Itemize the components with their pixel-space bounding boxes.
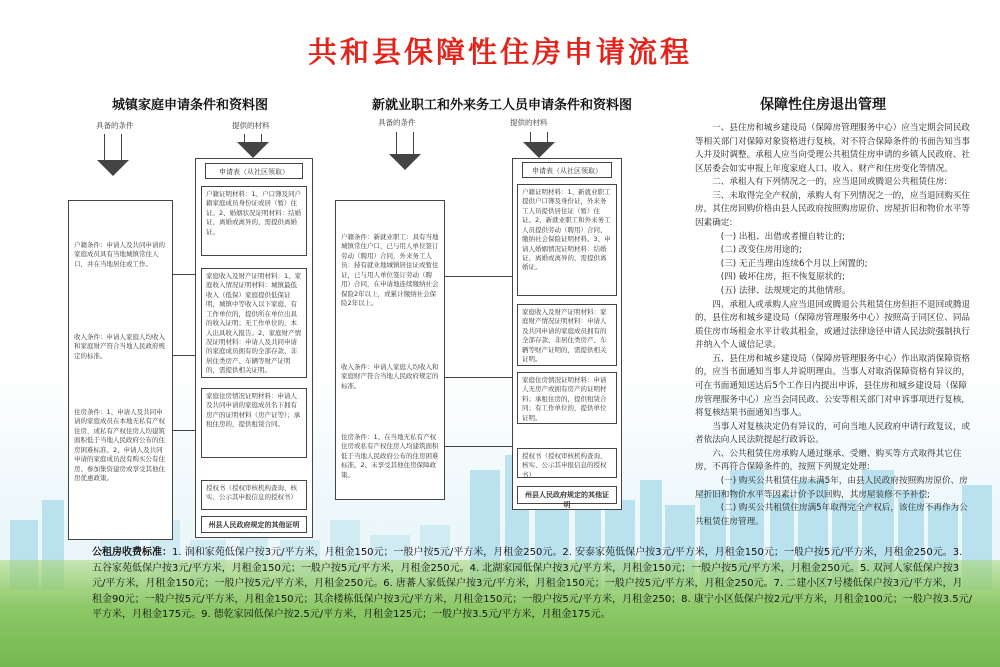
- exit-paragraph: 一、县住房和城乡建设局（保障房管理服务中心）应当定期会同民政等相关部门对保障对象资格进行复核，对不符合保障条件的书面告知当事人并及时调整。承租人应当向受理公共租赁住房申请的乡镇人民政府、社区居委会如实申报上年度家庭人口、收入、财产和住房变化等情况。: [695, 123, 971, 174]
- connector: [173, 355, 195, 356]
- left-materials-arrow-head: [237, 142, 269, 158]
- left-cond-income: 收入条件：申请人家庭人均收入和家庭财产符合当地人民政府规定的标准。: [70, 330, 171, 396]
- exit-paragraph: (一) 出租、出借或者擅自转让的;: [720, 231, 845, 242]
- connector: [445, 446, 512, 447]
- exit-paragraph: (二) 改变住房用途的;: [720, 245, 802, 256]
- exit-paragraph: 三、未取得完全产权前，承购人有下列情况之一的，应当退回购买住房，其住房回购价格由县人民政府按照购房原价、房屋折旧和物价水平等因素确定:: [695, 190, 971, 229]
- middle-materials-arrow-head: [523, 142, 555, 158]
- left-materials-label: 提供的材料: [232, 121, 270, 130]
- fee-standards: [92, 545, 972, 623]
- middle-cond-income: 收入条件：申请人家庭人均收入和家庭财产符合当地人民政府规定的标准。: [337, 360, 443, 408]
- exit-paragraph: 六、公共租赁住房承购人通过继承、受赠、购买等方式取得其它住房，不再符合保障条件的，按照下列规定处理:: [695, 448, 962, 473]
- left-hukou-cert-box: 户籍证明材料：1、户口簿及同户籍家庭成员身份证或居（暂）住证。2、婚姻状况证明材料：结婚证、离婚或离异的，需提供离婚证。: [201, 186, 307, 256]
- left-authorization-box: 授权书（授权审核机构查询、核实、公示其申报信息的授权书）: [201, 480, 307, 510]
- middle-cond-hukou: 户籍条件：新就业职工：具有当地城镇常住户口，已与用人单位签订劳动（聘用）合同，外来务工人员：持有就业地城镇居住证或暂住证，已与用人单位签订劳动（聘用）合同，在申请地连续缴纳社会保险2年以上，或累计缴纳社会保险2年以上。: [337, 230, 443, 340]
- middle-hukou-cert-box: 户籍证明材料：1、新就业职工提供户口簿及身份证，外来务工人员提供居住证（暂）住证。2、新就业职工和外来务工人员提供劳动（聘用）合同、缴纳社会保险证明材料。3、申请人婚姻情况证明材料：结婚证、离婚或离异的，需提供离婚证。: [517, 184, 617, 296]
- left-other-cert-box: 州县人民政府规定的其他证明: [201, 516, 307, 533]
- middle-housing-cert-box: 家庭住房情况证明材料：申请人无房产或拥有房产的证明材料；承租住房的，提供租赁合同；有工作单位的，提供单位证明。: [517, 372, 617, 424]
- left-section-title: 城镇家庭申请条件和资料图: [112, 98, 269, 113]
- page-title: 共和县保障性住房申请流程: [307, 35, 692, 69]
- left-conditions-label: 具备的条件: [96, 121, 134, 130]
- middle-materials-label: 提供的材料: [510, 118, 548, 127]
- left-materials-arrow: [244, 134, 262, 142]
- middle-conditions-label: 具备的条件: [378, 118, 416, 127]
- exit-paragraph: 五、县住房和城乡建设局（保障房管理服务中心）作出取消保障资格的，应当书面通知当事人并说明理由。当事人对取消保障资格有异议的，可在书面通知送达后5个工作日内提出申诉，县住房和城乡建设局（保障房管理服务中心）应当会同民政、公安等相关部门对申诉事项进行复核，将复核结果书面通知当事人。: [695, 353, 971, 419]
- exit-paragraph: (四) 破坏住房，拒不恢复原状的;: [720, 272, 845, 283]
- connector: [173, 430, 195, 431]
- middle-other-cert-box: 州县人民政府规定的其他证明: [517, 486, 617, 504]
- exit-paragraph: (一) 购买公共租赁住房未满5年，由县人民政府按照购房原价、房屋折旧和物价水平等因素计价予以回购，其房屋装修不予补偿;: [695, 476, 968, 500]
- middle-cond-housing: 住房条件：1、在当地无私有产权住房或私有产权住房人均建筑面积低于当地人民政府公布的住房困难标准。2、未享受其他住房保障政策。: [337, 430, 443, 496]
- middle-form-box: 申请表（从社区领取）: [522, 162, 612, 178]
- left-cond-hukou: 户籍条件：申请人及共同申请的家庭成员具有当地城镇常住人口，并在当地居住或工作。: [70, 238, 171, 314]
- left-cond-housing: 住房条件：1、申请人及共同申请的家庭成员在本地无私有产权住房，或私有产权住房人均建筑面积低于当地人民政府公布的住房困难标准。2、申请人及共同申请的家庭成员没有购买公有住房、参加集资建房或享受其他住房优惠政策。: [70, 405, 171, 537]
- exit-text-block: [695, 122, 973, 529]
- exit-section-title: 保障性住房退出管理: [760, 97, 886, 113]
- middle-income-cert-box: 家庭收入及财产证明材料：家庭财产情况证明材料：申请人及共同申请的家庭成员拥有的全部存款、非居住类房产、车辆等财产证明的，需提供相关证明。: [517, 304, 617, 366]
- connector: [445, 276, 512, 277]
- middle-section-title: 新就业职工和外来务工人员申请条件和资料图: [372, 98, 633, 113]
- exit-paragraph: (五) 法律、法规规定的其他情形。: [720, 285, 851, 296]
- exit-paragraph: (三) 无正当理由连续6个月以上闲置的;: [720, 258, 868, 269]
- middle-materials-arrow: [530, 132, 548, 142]
- fee-label: 公租房收费标准：: [92, 547, 172, 558]
- middle-conditions-arrow-head: [389, 154, 421, 170]
- exit-paragraph: 四、承租人或承购人应当退回或腾退公共租赁住房但拒不退回或腾退的，县住房和城乡建设局（保障房管理服务中心）按照高于同区位、同品质住房市场租金水平计收其租金，或通过法律途径申请人民法院强制执行并纳入个人诚信记录。: [695, 299, 971, 351]
- left-conditions-arrow: [104, 134, 122, 160]
- left-form-box: 申请表（从社区领取）: [205, 163, 303, 179]
- connector: [445, 377, 512, 378]
- connector: [173, 274, 195, 275]
- left-income-cert-box: 家庭收入及财产证明材料：1、家庭收入情况证明材料：城镇最低收入（低保）家庭提供低保证明，城镇中等收入以下家庭，有工作单位的，提供所在单位出具的收入证明；无工作单位的，本人出具收入报告。2、家庭财产情况证明材料：申请人及共同申请的家庭成员拥有的全部存款、非居住类房产、车辆等财产证明的，需提供相关证明。: [201, 268, 307, 378]
- exit-paragraph: (二) 购买公共租赁住房满5年取得完全产权后，该住房不再作为公共租赁住房管理。: [695, 503, 968, 527]
- exit-paragraph: 当事人对复核决定仍有异议的，可向当地人民政府申请行政复议，或者依法向人民法院提起行政诉讼。: [695, 421, 971, 446]
- left-housing-cert-box: 家庭住房情况证明材料：申请人及共同申请的家庭成员名下拥有房产的证明材料（房产证等）；承租住房的，提供租赁合同。: [201, 388, 307, 458]
- fee-text: 1. 润和家苑低保户按3元/平方米，月租金150元；一般户按5元/平方米，月租金250元。2. 安泰家苑低保户按3元/平方米，月租金150元；一般户按5元/平方米，月租金250元。3. 五谷家苑低保户按3元/平方米，月租金150元；一般户按5元/平方米，月租金250元。4. 北湖家园低保户按3元/平方米，月租金150元；一般户按5元/平方米，月租金250元。5. 双河人家低保户按3元/平方米，月租金150元；一般户按5元/平方米，月租金250元。6. 唐蕃人家低保户按3元/平方米，月租金150元；一般户按5元/平方米，月租金250元。7. 二建小区7号楼低保户按3元/平方米，月租金90元；一般户按5元/平方米，月租金150元；其余楼栋低保户按3元/平方米，月租金150元；一般户按5元/平方米，月租金250；8. 康宁小区低保户按2元/平方米，月租金100元；一般户按3.5元/平方米，月租金175元。9. 德乾家园低保户按2.5元/平方米，月租金125元；一般户按3.5元/平方米，月租金175元。: [92, 547, 972, 621]
- middle-conditions-arrow: [396, 132, 414, 154]
- left-conditions-arrow-head: [97, 160, 129, 176]
- middle-authorization-box: 授权书（授权审核机构查询、核实、公示其申报信息的授权书）: [517, 448, 617, 478]
- exit-paragraph: 二、承租人有下列情况之一的，应当退回或腾退公共租赁住房:: [712, 177, 948, 188]
